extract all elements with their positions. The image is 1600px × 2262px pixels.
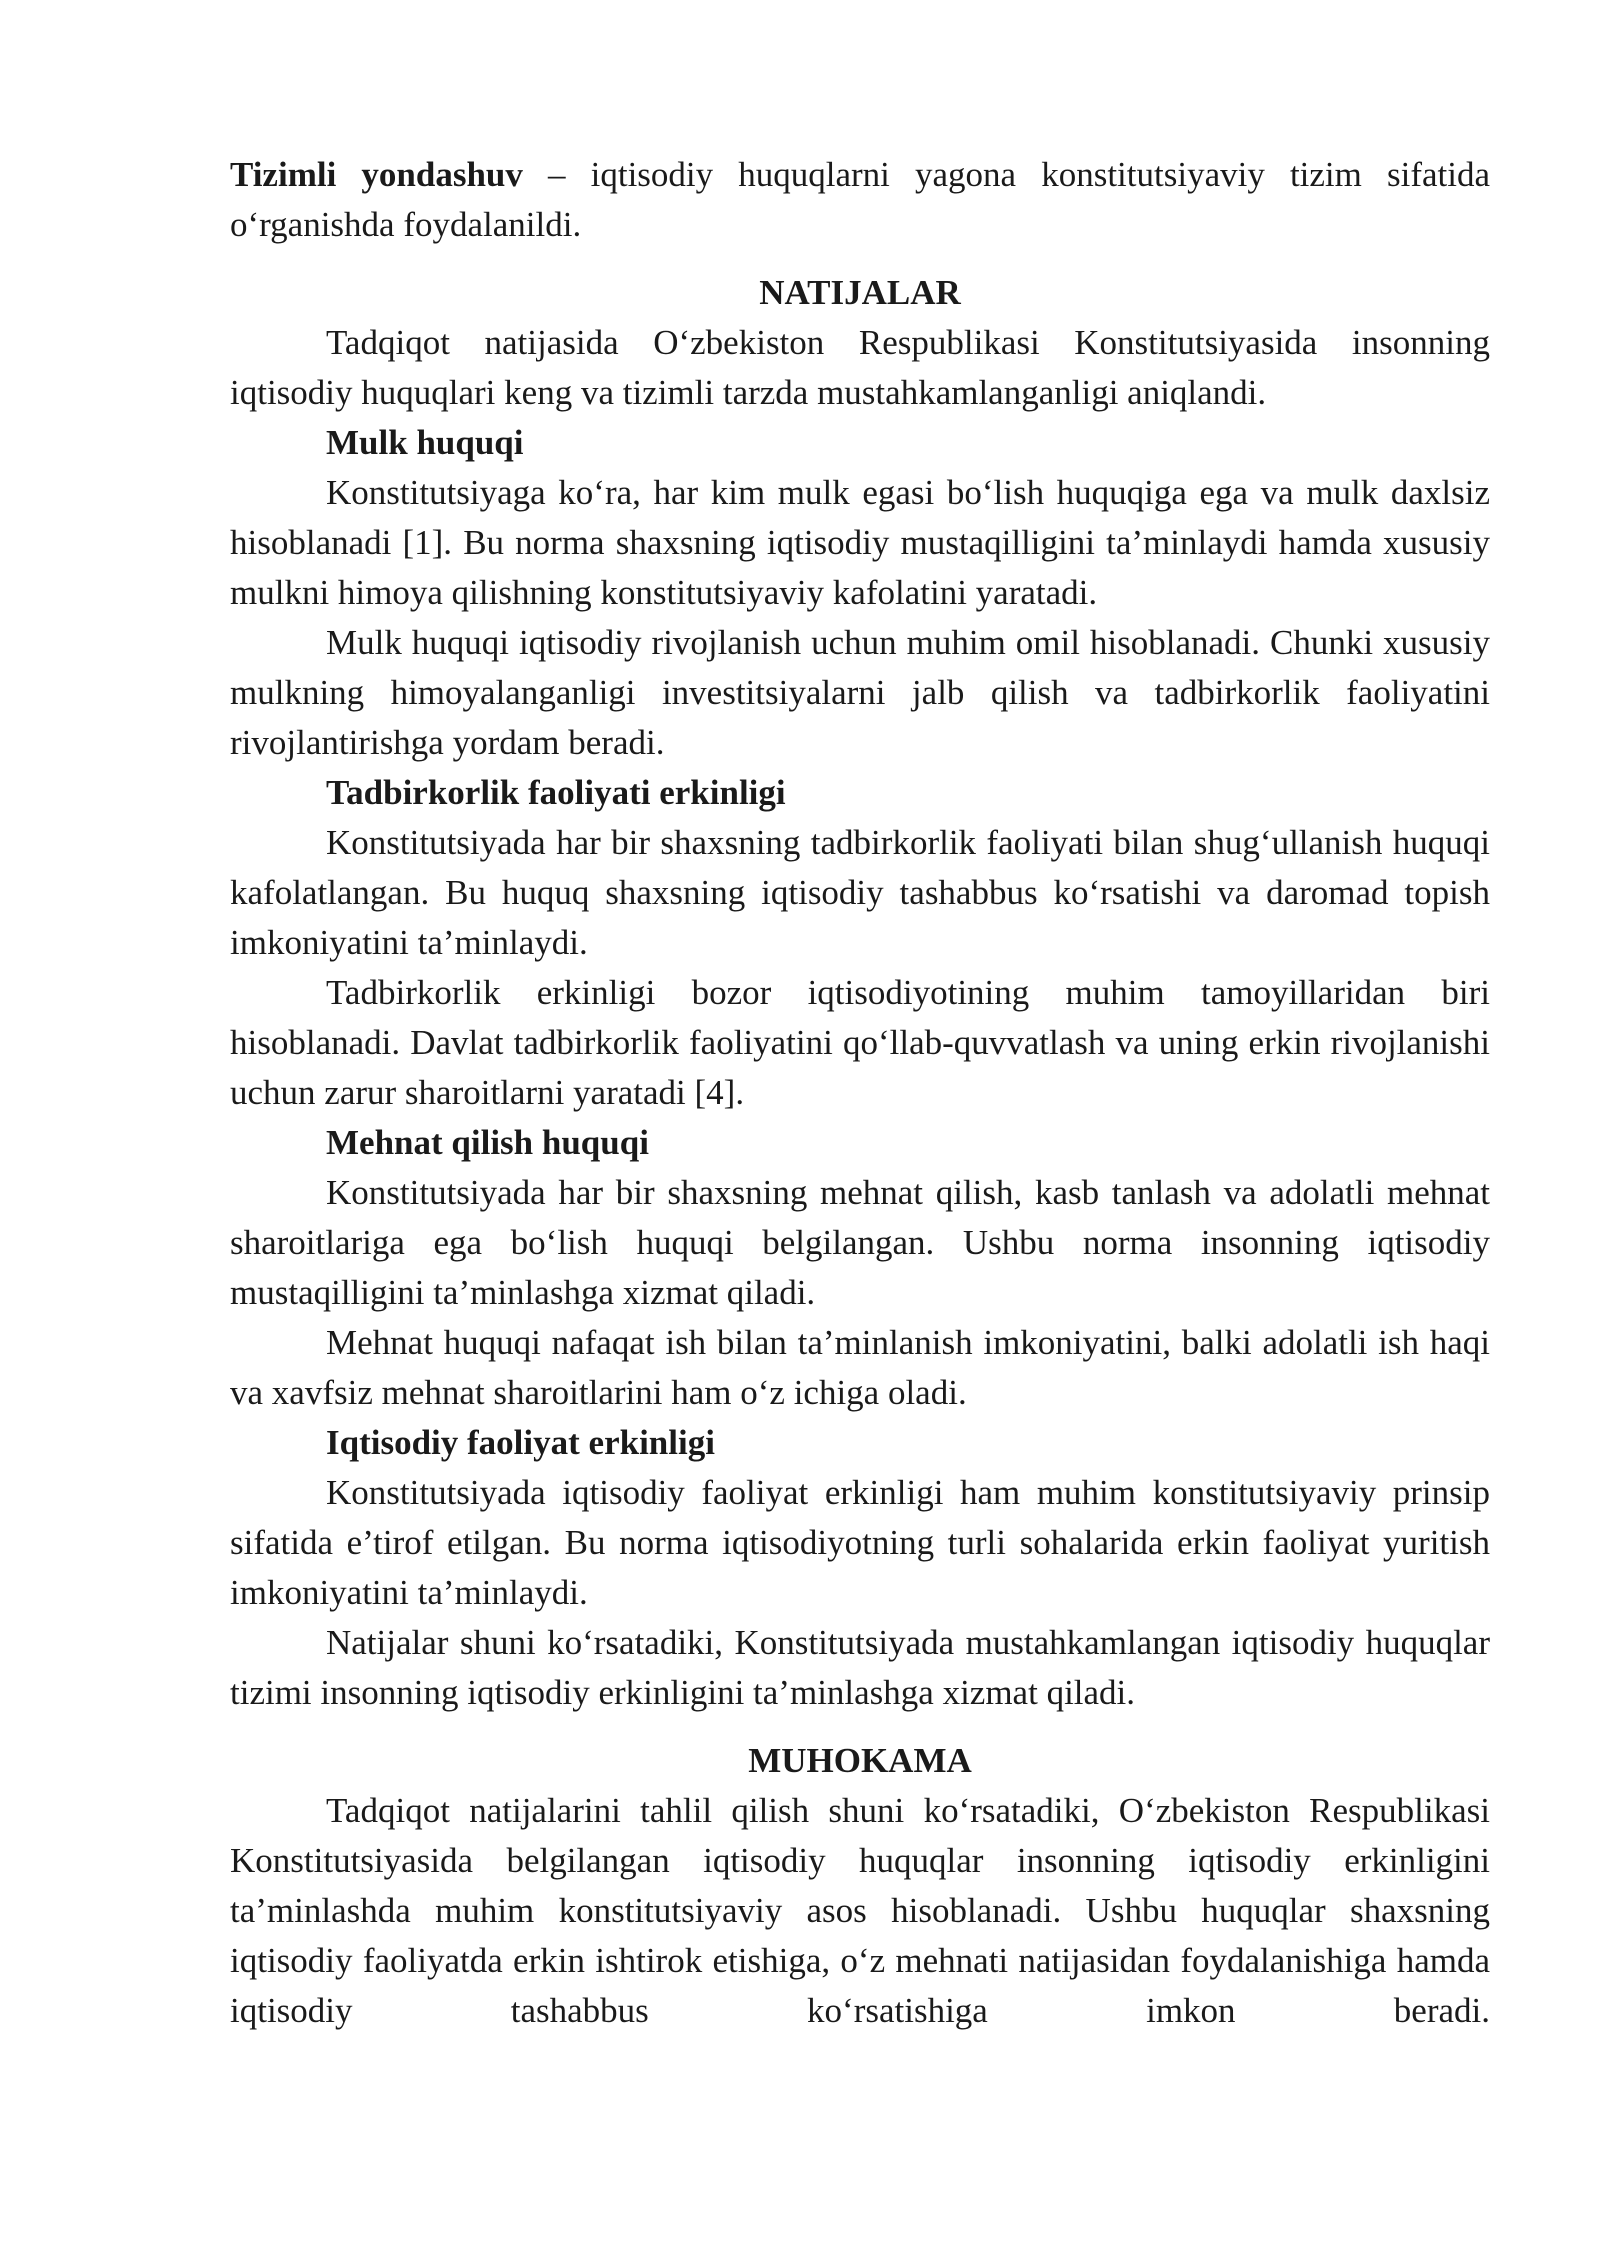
economic-activity-heading: Iqtisodiy faoliyat erkinligi — [326, 1423, 715, 1462]
intro-text: – iqtisodiy huquqlarni yagona konstitutsiyaviy tizim sifatida o‘rganishda foydalanildi. — [230, 155, 1491, 244]
document-page — [230, 150, 1490, 2036]
results-intro-paragraph: Tadqiqot natijasida O‘zbekiston Respublikasi Konstitutsiyasida insonning iqtisodiy huquqlari keng va tizimli tarzda mustahkamlanganligi aniqlandi. — [230, 323, 1490, 412]
property-rights-paragraph-1: Konstitutsiyaga ko‘ra, har kim mulk egasi bo‘lish huquqiga ega va mulk daxlsiz hisoblanadi [1]. Bu norma shaxsning iqtisodiy mustaqilligini ta’minlaydi hamda xususiy mulkni himoya qilishning konstitutsiyaviy kafolatini yaratadi. — [230, 473, 1490, 612]
discussion-paragraph-1: Tadqiqot natijalarini tahlil qilish shuni ko‘rsatadiki, O‘zbekiston Respublikasi Konstitutsiyasida belgilangan iqtisodiy huquqlar insonning iqtisodiy erkinligini ta’minlashda muhim konstitutsiyaviy asos hisoblanadi. Ushbu huquqlar shaxsning iqtisodiy faoliyatda erkin ishtirok etishiga, o‘z mehnati natijasidan foydalanishiga hamda iqtisodiy tashabbus ko‘rsatishiga imkon beradi. — [230, 1791, 1490, 2030]
economic-activity-paragraph-1: Konstitutsiyada iqtisodiy faoliyat erkinligi ham muhim konstitutsiyaviy prinsip sifatida e’tirof etilgan. Bu norma iqtisodiyotning turli sohalarida erkin faoliyat yuritish imkoniyatini ta’minlaydi. — [230, 1473, 1490, 1612]
intro-term: Tizimli yondashuv — [230, 155, 523, 194]
property-rights-heading: Mulk huquqi — [326, 423, 524, 462]
labor-rights-heading: Mehnat qilish huquqi — [326, 1123, 649, 1162]
discussion-section-title: MUHOKAMA — [748, 1741, 972, 1780]
property-rights-paragraph-2: Mulk huquqi iqtisodiy rivojlanish uchun muhim omil hisoblanadi. Chunki xususiy mulkning himoyalanganligi investitsiyalarni jalb qilish va tadbirkorlik faoliyatini rivojlantirishga yordam beradi. — [230, 623, 1490, 762]
results-section-title: NATIJALAR — [759, 273, 961, 312]
entrepreneurship-paragraph-1: Konstitutsiyada har bir shaxsning tadbirkorlik faoliyati bilan shug‘ullanish huquqi kafolatlangan. Bu huquq shaxsning iqtisodiy tashabbus ko‘rsatishi va daromad topish imkoniyatini ta’minlaydi. — [230, 823, 1490, 962]
economic-activity-paragraph-2: Natijalar shuni ko‘rsatadiki, Konstitutsiyada mustahkamlangan iqtisodiy huquqlar tizimi insonning iqtisodiy erkinligini ta’minlashga xizmat qiladi. — [230, 1623, 1490, 1712]
entrepreneurship-paragraph-2: Tadbirkorlik erkinligi bozor iqtisodiyotining muhim tamoyillaridan biri hisoblanadi. Davlat tadbirkorlik faoliyatini qo‘llab-quvvatlash va uning erkin rivojlanishi uchun zarur sharoitlarni yaratadi [4]. — [230, 973, 1490, 1112]
labor-rights-paragraph-1: Konstitutsiyada har bir shaxsning mehnat qilish, kasb tanlash va adolatli mehnat sharoitlariga ega bo‘lish huquqi belgilangan. Ushbu norma insonning iqtisodiy mustaqilligini ta’minlashga xizmat qiladi. — [230, 1173, 1490, 1312]
entrepreneurship-heading: Tadbirkorlik faoliyati erkinligi — [326, 773, 786, 812]
labor-rights-paragraph-2: Mehnat huquqi nafaqat ish bilan ta’minlanish imkoniyatini, balki adolatli ish haqi va xavfsiz mehnat sharoitlarini ham o‘z ichiga oladi. — [230, 1323, 1490, 1412]
intro-paragraph — [230, 150, 1490, 250]
